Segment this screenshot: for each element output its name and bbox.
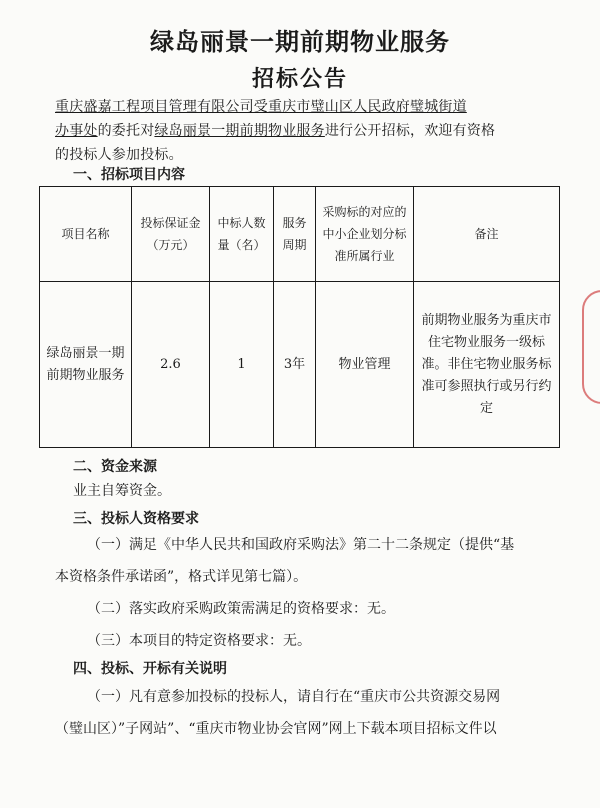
bid-items-table bbox=[39, 186, 560, 448]
section3-item1-line2: 本资格条件承诺函”，格式详见第七篇）。 bbox=[55, 569, 308, 585]
document-subtitle: 招标公告 bbox=[251, 67, 348, 92]
intro-paragraph bbox=[55, 95, 555, 167]
cell-note: 前期物业服务为重庆市住宅物业服务一级标准。非住宅物业服务标准可参照执行或另行约定 bbox=[414, 282, 560, 448]
intro-text-1: 重庆盛嘉工程项目管理有限公司受重庆市璧山区人民政府璧城街道 bbox=[55, 99, 467, 115]
section3-item1-line1: （一）满足《中华人民共和国政府采购法》第二十二条规定（提供“基 bbox=[87, 537, 515, 553]
intro-text-5: 进行公开招标，欢迎有资格 bbox=[324, 123, 496, 139]
section3-item2: （二）落实政府采购政策需满足的资格要求：无。 bbox=[87, 601, 395, 617]
header-service-period: 服务周期 bbox=[274, 187, 316, 282]
document-title: 绿岛丽景一期前期物业服务 bbox=[150, 28, 450, 56]
section2-text: 业主自筹资金。 bbox=[73, 483, 171, 499]
cell-industry: 物业管理 bbox=[316, 282, 414, 448]
faint-watermark bbox=[300, 10, 480, 26]
table-header-row bbox=[40, 187, 560, 282]
header-industry: 采购标的对应的中小企业划分标准所属行业 bbox=[316, 187, 414, 282]
cell-deposit: 2.6 bbox=[132, 282, 210, 448]
section4-item1-line1: （一）凡有意参加投标的投标人，请自行在“重庆市公共资源交易网 bbox=[87, 689, 501, 705]
red-seal-stamp bbox=[582, 290, 600, 404]
header-note: 备注 bbox=[414, 187, 560, 282]
header-deposit: 投标保证金（万元） bbox=[132, 187, 210, 282]
section2-heading: 二、资金来源 bbox=[73, 459, 157, 475]
section3-heading: 三、投标人资格要求 bbox=[73, 511, 199, 527]
cell-winner-count: 1 bbox=[210, 282, 274, 448]
intro-text-2: 办事处 bbox=[55, 123, 98, 139]
intro-text-4: 绿岛丽景一期前期物业服务 bbox=[154, 123, 325, 139]
section4-heading: 四、投标、开标有关说明 bbox=[73, 661, 227, 677]
section3-item3: （三）本项目的特定资格要求：无。 bbox=[87, 633, 311, 649]
table-row bbox=[40, 282, 560, 448]
header-project-name: 项目名称 bbox=[40, 187, 132, 282]
intro-text-6: 的投标人参加投标。 bbox=[55, 147, 183, 163]
intro-text-3: 的委托对 bbox=[97, 123, 155, 139]
cell-project-name: 绿岛丽景一期前期物业服务 bbox=[40, 282, 132, 448]
section1-heading: 一、招标项目内容 bbox=[73, 167, 185, 183]
section4-item1-line2: （璧山区）”子网站”、“重庆市物业协会官网”网上下载本项目招标文件以 bbox=[55, 721, 497, 737]
cell-service-period: 3年 bbox=[274, 282, 316, 448]
header-winner-count: 中标人数量（名） bbox=[210, 187, 274, 282]
